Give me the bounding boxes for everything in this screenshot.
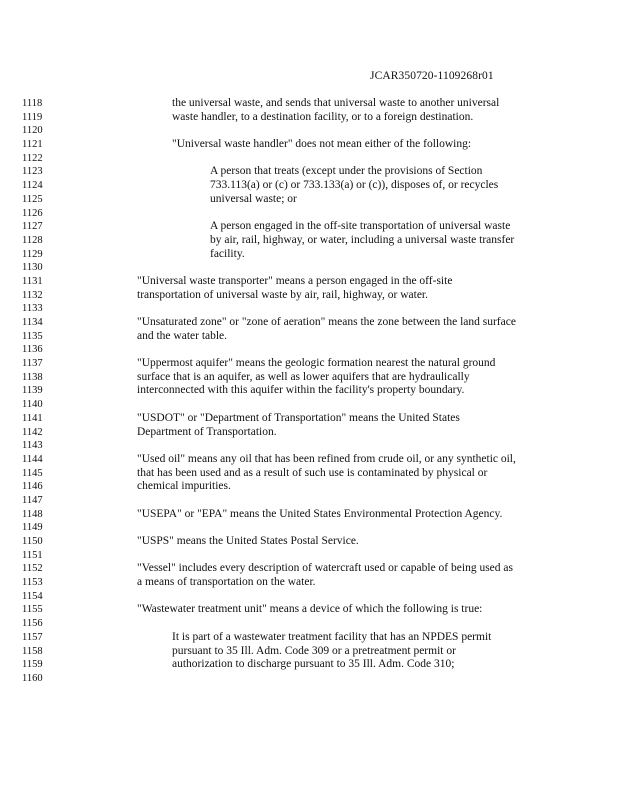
- line-text: "Vessel" includes every description of watercraft used or capable of being used as: [137, 562, 513, 575]
- line-text: It is part of a wastewater treatment facility that has an NPDES permit: [172, 630, 492, 643]
- line-text: the universal waste, and sends that universal waste to another universal: [172, 97, 500, 109]
- line-text: "Unsaturated zone" or "zone of aeration" means the zone between the land surface: [137, 316, 516, 328]
- line-number: 1126: [22, 207, 43, 219]
- document-line: [0, 645, 618, 659]
- line-number: 1142: [22, 426, 43, 438]
- line-number: 1135: [22, 330, 43, 342]
- document-line: [0, 603, 618, 617]
- document-line: [0, 398, 618, 412]
- line-number: 1129: [22, 248, 43, 260]
- document-line: [0, 179, 618, 193]
- line-number: 1146: [22, 481, 43, 493]
- line-number: 1154: [22, 590, 43, 602]
- document-line: [0, 480, 618, 494]
- line-number: 1149: [22, 522, 43, 534]
- line-number: 1139: [22, 385, 43, 397]
- document-body: [0, 97, 618, 686]
- document-line: [0, 576, 618, 590]
- document-line: [0, 494, 618, 508]
- line-number: 1143: [22, 440, 43, 452]
- document-line: [0, 248, 618, 262]
- line-text: waste handler, to a destination facility, or to a foreign destination.: [172, 110, 474, 123]
- document-line: [0, 124, 618, 138]
- document-line: [0, 234, 618, 248]
- line-number: 1130: [22, 262, 43, 274]
- line-number: 1133: [22, 303, 43, 315]
- document-line: [0, 97, 618, 111]
- line-text: "USPS" means the United States Postal Service.: [137, 535, 359, 547]
- line-text: A person that treats (except under the provisions of Section: [210, 165, 483, 178]
- line-number: 1151: [22, 549, 43, 561]
- document-line: [0, 371, 618, 385]
- document-line: [0, 193, 618, 207]
- line-text: chemical impurities.: [137, 480, 231, 493]
- document-line: [0, 658, 618, 672]
- line-number: 1122: [22, 152, 43, 164]
- document-line: [0, 467, 618, 481]
- line-number: 1124: [22, 180, 43, 192]
- line-text: "Universal waste transporter" means a person engaged in the off-site: [137, 274, 453, 287]
- line-number: 1128: [22, 234, 43, 246]
- line-text: that has been used and as a result of such use is contaminated by physical or: [137, 466, 488, 479]
- document-line: [0, 672, 618, 686]
- document-line: [0, 562, 618, 576]
- document-line: [0, 590, 618, 604]
- line-text: transportation of universal waste by air, rail, highway, or water.: [137, 288, 428, 301]
- document-line: [0, 426, 618, 440]
- line-text: universal waste; or: [210, 192, 297, 205]
- line-number: 1127: [22, 221, 43, 233]
- document-line: [0, 220, 618, 234]
- line-text: 733.113(a) or (c) or 733.133(a) or (c)), disposes of, or recycles: [210, 179, 499, 192]
- line-number: 1153: [22, 577, 43, 589]
- document-line: [0, 631, 618, 645]
- line-number: 1157: [22, 631, 43, 643]
- document-line: [0, 289, 618, 303]
- line-number: 1152: [22, 563, 43, 575]
- line-number: 1147: [22, 494, 43, 506]
- document-line: [0, 617, 618, 631]
- line-number: 1155: [22, 604, 43, 616]
- line-text: interconnected with this aquifer within the facility's property boundary.: [137, 384, 465, 397]
- document-line: [0, 165, 618, 179]
- line-number: 1121: [22, 139, 43, 151]
- line-number: 1145: [22, 467, 43, 479]
- line-text: "Universal waste handler" does not mean either of the following:: [172, 138, 472, 151]
- line-number: 1136: [22, 344, 43, 356]
- line-number: 1118: [22, 98, 43, 109]
- line-text: "Used oil" means any oil that has been refined from crude oil, or any synthetic oil,: [137, 452, 516, 465]
- line-number: 1156: [22, 618, 43, 630]
- document-line: [0, 439, 618, 453]
- line-number: 1160: [22, 672, 43, 684]
- document-line: [0, 549, 618, 563]
- line-text: and the water table.: [137, 329, 228, 342]
- line-text: by air, rail, highway, or water, including a universal waste transfer: [210, 233, 515, 246]
- line-number: 1119: [22, 111, 43, 123]
- document-line: [0, 207, 618, 221]
- line-number: 1120: [22, 125, 43, 137]
- document-line: [0, 453, 618, 467]
- line-number: 1140: [22, 399, 43, 411]
- document-line: [0, 316, 618, 330]
- line-number: 1123: [22, 166, 43, 178]
- line-text: A person engaged in the off-site transportation of universal waste: [210, 220, 511, 233]
- document-line: [0, 357, 618, 371]
- line-number: 1144: [22, 453, 43, 465]
- line-number: 1159: [22, 659, 43, 671]
- line-text: "Wastewater treatment unit" means a device of which the following is true:: [137, 603, 483, 616]
- document-line: [0, 535, 618, 549]
- line-number: 1134: [22, 317, 43, 328]
- line-text: Department of Transportation.: [137, 425, 277, 438]
- document-line: [0, 275, 618, 289]
- line-text: facility.: [210, 247, 245, 260]
- line-number: 1148: [22, 508, 43, 520]
- document-line: [0, 412, 618, 426]
- line-text: pursuant to 35 Ill. Adm. Code 309 or a pretreatment permit or: [172, 644, 456, 657]
- line-text: authorization to discharge pursuant to 35 Ill. Adm. Code 310;: [172, 658, 455, 671]
- document-line: [0, 384, 618, 398]
- document-line: [0, 152, 618, 166]
- line-number: 1138: [22, 371, 43, 383]
- line-number: 1131: [22, 275, 43, 287]
- document-line: [0, 521, 618, 535]
- document-line: [0, 330, 618, 344]
- line-number: 1125: [22, 193, 43, 205]
- line-text: "USDOT" or "Department of Transportation" means the United States: [137, 411, 460, 424]
- line-text: surface that is an aquifer, as well as lower aquifers that are hydraulically: [137, 370, 470, 383]
- document-line: [0, 343, 618, 357]
- line-number: 1150: [22, 536, 43, 547]
- document-line: [0, 111, 618, 125]
- document-line: [0, 302, 618, 316]
- line-number: 1137: [22, 358, 43, 370]
- line-text: "USEPA" or "EPA" means the United States Environmental Protection Agency.: [137, 507, 503, 520]
- document-id-header: JCAR350720-1109268r01: [370, 70, 494, 82]
- document-line: [0, 508, 618, 522]
- line-number: 1132: [22, 289, 43, 301]
- line-number: 1141: [22, 412, 43, 424]
- line-number: 1158: [22, 645, 43, 657]
- line-text: a means of transportation on the water.: [137, 576, 316, 589]
- document-line: [0, 261, 618, 275]
- line-text: "Uppermost aquifer" means the geologic formation nearest the natural ground: [137, 357, 496, 370]
- document-line: [0, 138, 618, 152]
